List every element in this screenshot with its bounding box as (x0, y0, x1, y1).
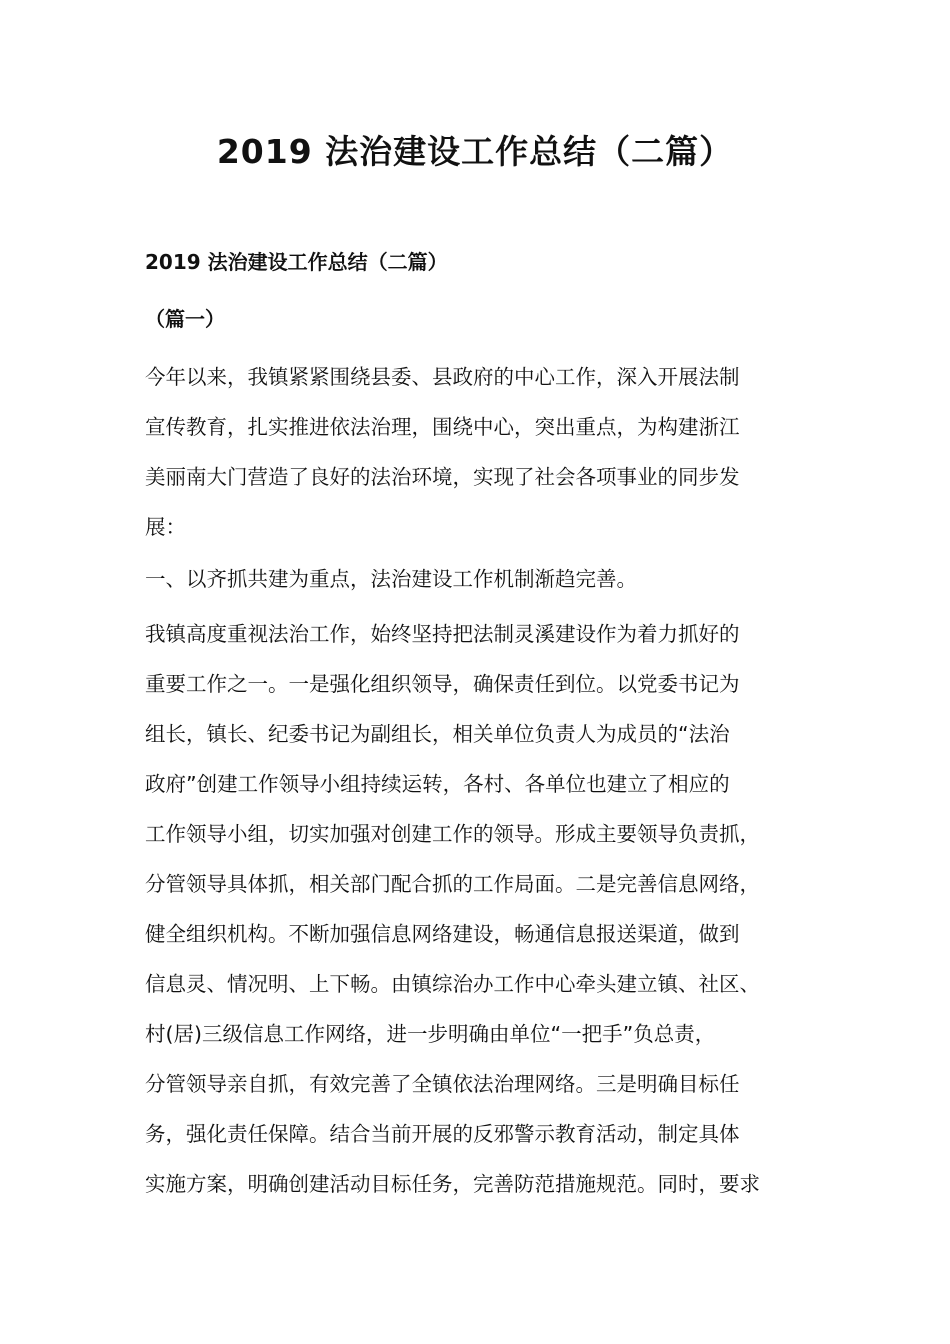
text-line: 工作领导小组，切实加强对创建工作的领导。形成主要领导负责抓， (145, 822, 760, 846)
text-line: 我镇高度重视法治工作，始终坚持把法制灵溪建设作为着力抓好的 (145, 622, 740, 646)
text-line: 分管领导亲自抓，有效完善了全镇依法治理网络。三是明确目标任 (145, 1072, 740, 1096)
text-line: 宣传教育，扎实推进依法治理，围绕中心，突出重点，为构建浙江 (145, 415, 740, 439)
text-line: 健全组织机构。不断加强信息网络建设，畅通信息报送渠道，做到 (145, 922, 740, 946)
intro-paragraph (145, 352, 825, 552)
document-subtitle: 2019 法治建设工作总结（二篇） (145, 250, 448, 274)
text-line: 实施方案，明确创建活动目标任务，完善防范措施规范。同时，要求 (145, 1172, 760, 1196)
text-line: 展： (145, 515, 186, 539)
text-line: 分管领导具体抓，相关部门配合抓的工作局面。二是完善信息网络， (145, 872, 760, 896)
text-line: 组长，镇长、纪委书记为副组长，相关单位负责人为成员的“法治 (145, 722, 730, 746)
text-line: 美丽南大门营造了良好的法治环境，实现了社会各项事业的同步发 (145, 465, 740, 489)
part-label: （篇一） (145, 307, 225, 331)
document-title: 2019 法治建设工作总结（二篇） (216, 132, 734, 171)
text-line: 重要工作之一。一是强化组织领导，确保责任到位。以党委书记为 (145, 672, 740, 696)
text-line: 一、以齐抓共建为重点，法治建设工作机制渐趋完善。 (145, 567, 637, 591)
text-line: 务，强化责任保障。结合当前开展的反邪警示教育活动，制定具体 (145, 1122, 740, 1146)
text-line: 村(居)三级信息工作网络，进一步明确由单位“一把手”负总责， (145, 1022, 716, 1046)
text-line: 今年以来，我镇紧紧围绕县委、县政府的中心工作，深入开展法制 (145, 365, 740, 389)
section-heading (145, 554, 825, 604)
text-line: 信息灵、情况明、上下畅。由镇综治办工作中心牵头建立镇、社区、 (145, 972, 760, 996)
section-paragraph (145, 609, 825, 1209)
text-line: 政府”创建工作领导小组持续运转，各村、各单位也建立了相应的 (145, 772, 730, 796)
